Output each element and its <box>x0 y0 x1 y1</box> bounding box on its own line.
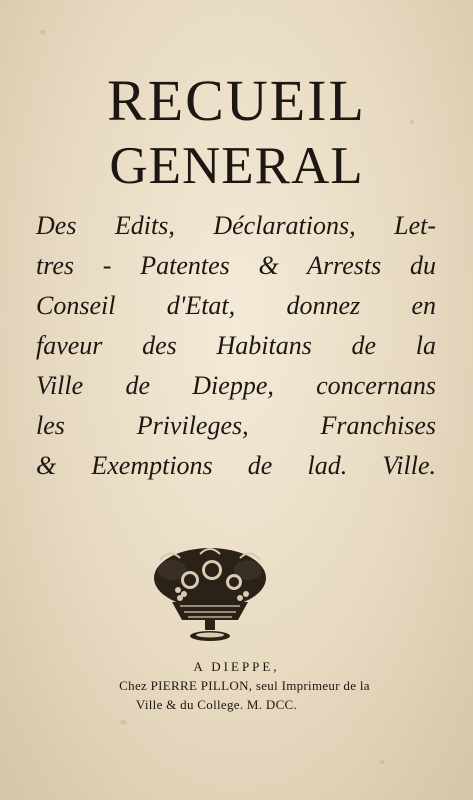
paper-stain <box>40 30 46 35</box>
description-line: Des Edits, Déclarations, Let- <box>36 211 436 240</box>
fruit-basket-ornament-icon <box>150 540 270 645</box>
description-line: & Exemptions de lad. Ville. <box>36 451 436 480</box>
imprint-printer: Chez PIERRE PILLON, seul Imprimeur de la <box>119 678 370 693</box>
imprint-date: Ville & du College. M. DCC. <box>135 697 298 712</box>
description-line: les Privileges, Franchises <box>36 411 436 440</box>
description-line: Conseil d'Etat, donnez en <box>36 291 436 320</box>
description-block <box>36 206 436 486</box>
imprint-place: A DIEPPE, <box>193 659 280 674</box>
paper-stain <box>380 760 385 764</box>
description-line: tres - Patentes & Arrests du <box>36 251 436 280</box>
title-line-1: RECUEIL <box>107 68 366 133</box>
description-line: Ville de Dieppe, concernans <box>36 371 436 400</box>
title-line-2: GENERAL <box>109 137 364 195</box>
paper-stain <box>120 720 127 725</box>
description-line: faveur des Habitans de la <box>36 331 436 360</box>
